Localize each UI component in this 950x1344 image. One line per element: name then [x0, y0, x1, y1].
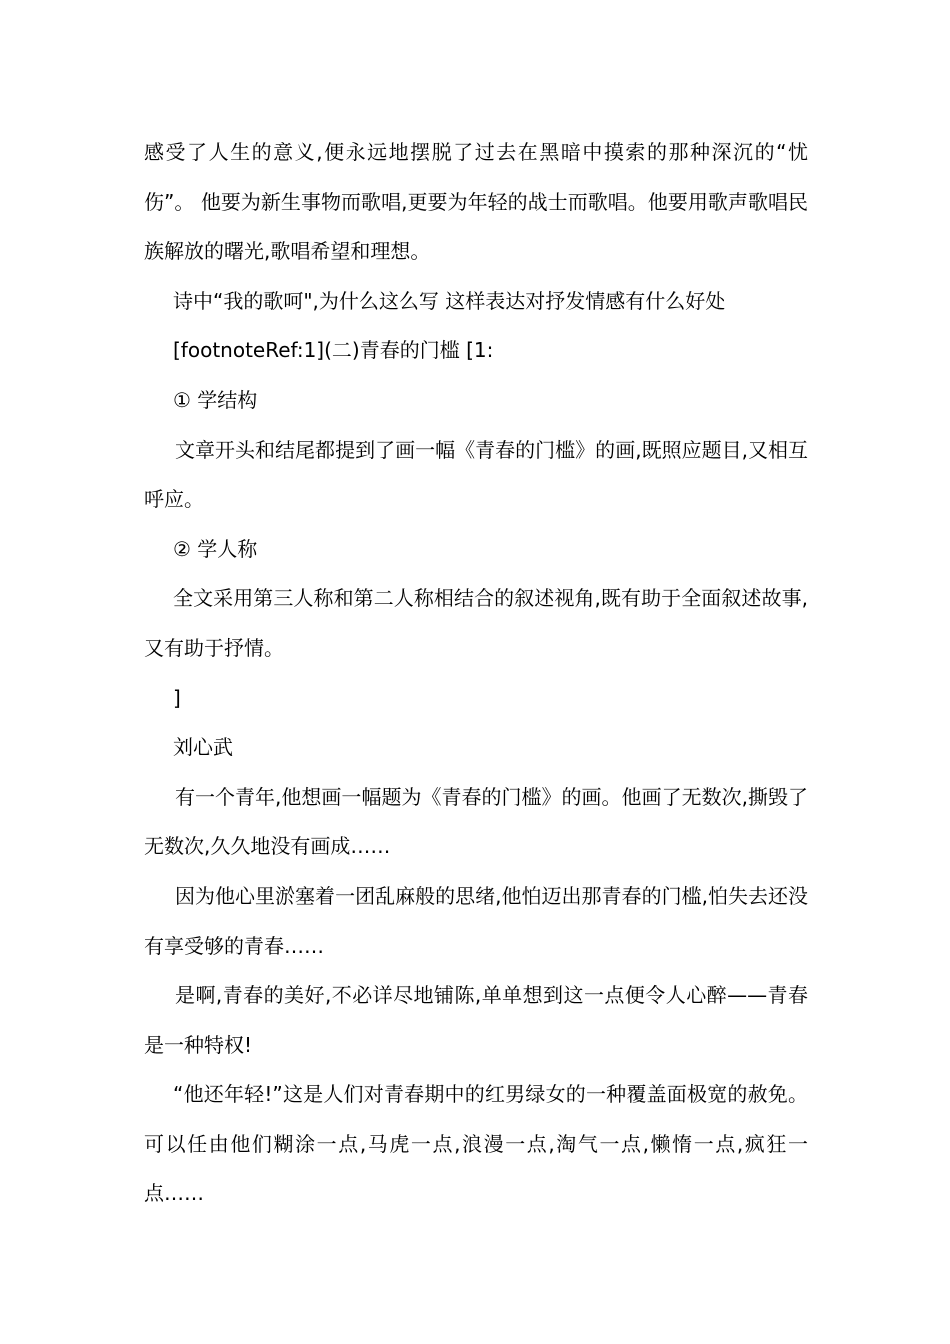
- paragraph-story-2: 因为他心里淤塞着一团乱麻般的思绪,他怕迈出那青春的门槛,怕失去还没有享受够的青春……: [144, 883, 808, 958]
- paragraph-section-heading: [footnoteRef:1](二)青春的门槛 [1:: [173, 338, 494, 363]
- paragraph-person-note: 全文采用第三人称和第二人称相结合的叙述视角,既有助于全面叙述故事,又有助于抒情。: [144, 586, 808, 660]
- paragraph-poem-commentary: 感受了人生的意义,便永远地摆脱了过去在黑暗中摸索的那种深沉的“忧伤”。 他要为新生事物而歌唱,更要为年轻的战士而歌唱。他要用歌声歌唱民族解放的曙光,歌唱希望和理想。: [144, 140, 808, 264]
- paragraph-author: 刘心武: [173, 735, 233, 760]
- paragraph-person-label: ② 学人称: [173, 536, 258, 561]
- paragraph-story-1: 有一个青年,他想画一幅题为《青春的门槛》的画。他画了无数次,撕毁了无数次,久久地没有画成……: [144, 784, 808, 859]
- paragraph-story-4: “他还年轻!”这是人们对青春期中的红男绿女的一种覆盖面极宽的赦免。可以任由他们糊涂一点,马虎一点,浪漫一点,淘气一点,懒惰一点,疯狂一点……: [144, 1082, 808, 1206]
- paragraph-structure-note: 文章开头和结尾都提到了画一幅《青春的门槛》的画,既照应题目,又相互呼应。: [144, 437, 808, 512]
- paragraph-structure-label: ① 学结构: [173, 387, 258, 412]
- document-body: [144, 128, 808, 1219]
- paragraph-footnote-close: ]: [173, 685, 181, 710]
- paragraph-story-3: 是啊,青春的美好,不必详尽地铺陈,单单想到这一点便令人心醉——青春是一种特权!: [144, 983, 808, 1057]
- paragraph-question: 诗中“我的歌呵",为什么这么写 这样表达对抒发情感有什么好处: [173, 288, 726, 313]
